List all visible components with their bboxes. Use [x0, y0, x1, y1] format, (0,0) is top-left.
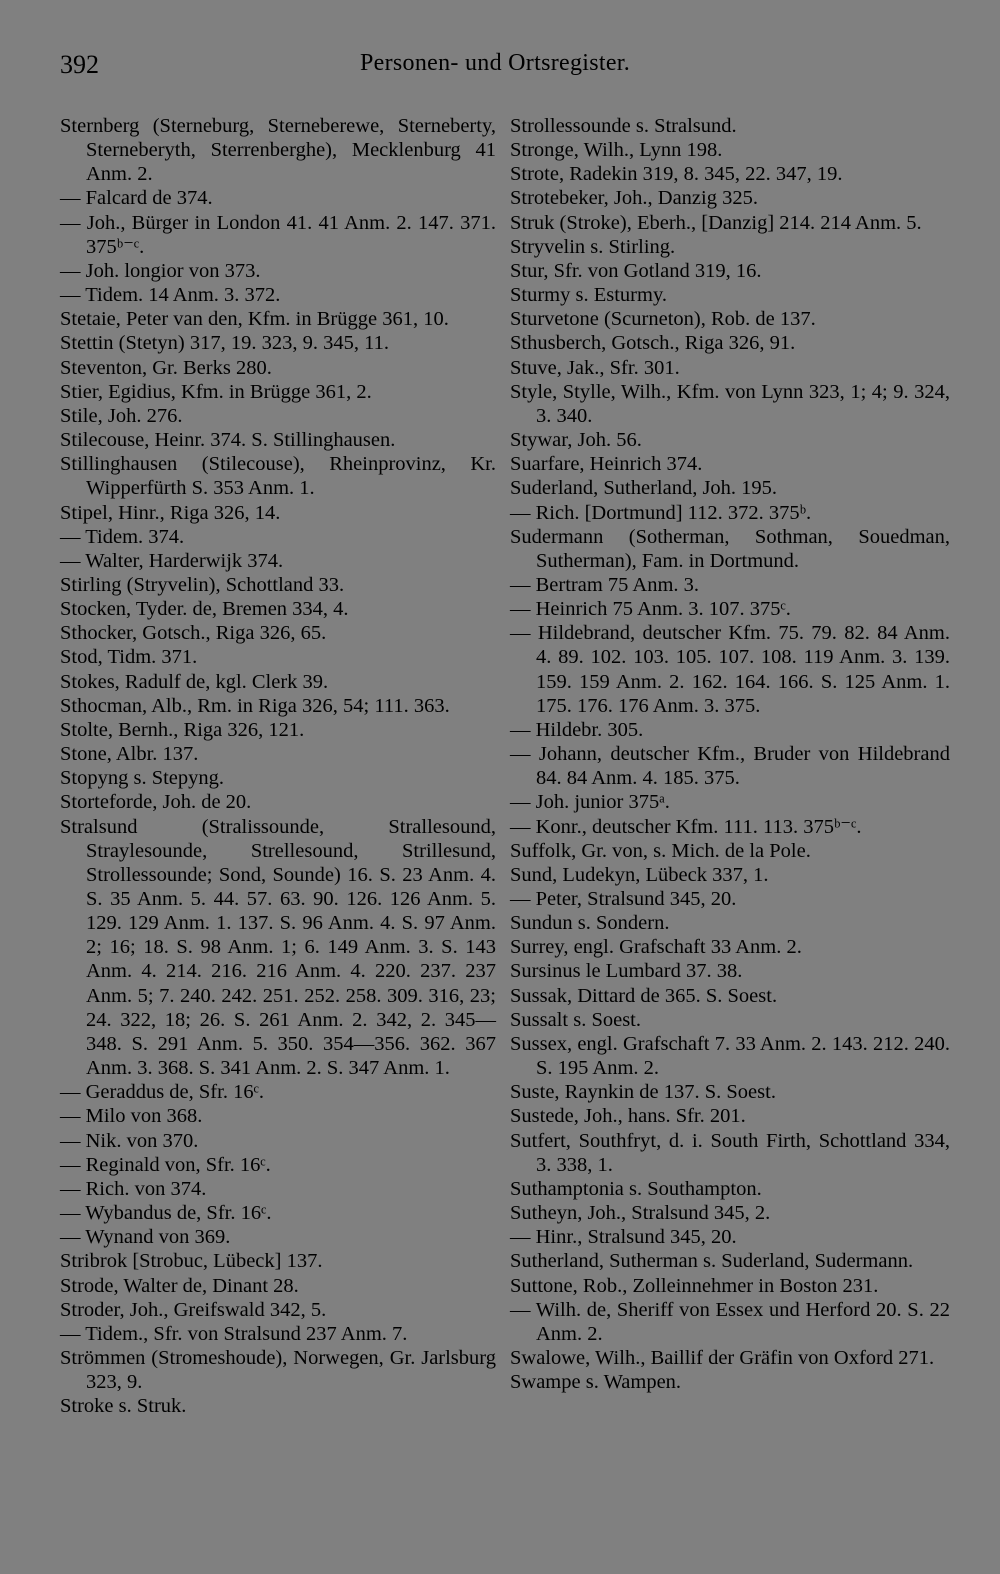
index-entry: Steventon, Gr. Berks 280. [60, 356, 272, 379]
index-entry: — Rich. [Dortmund] 112. 372. 375ᵇ. [510, 501, 812, 524]
index-entry: Sund, Ludekyn, Lübeck 337, 1. [510, 863, 769, 886]
index-column-right [510, 114, 950, 1394]
index-entry: Sutherland, Sutherman s. Suderland, Sudermann. [510, 1250, 914, 1273]
index-entry: Sturmy s. Esturmy. [510, 284, 667, 307]
index-entry: — Tidem. 374. [60, 525, 185, 548]
index-entry: — Johann, deutscher Kfm., Bruder von Hildebrand 84. 84 Anm. 4. 185. 375. [510, 743, 950, 790]
index-entry: — Bertram 75 Anm. 3. [510, 573, 700, 596]
index-entry: Stroke s. Struk. [60, 1395, 187, 1418]
index-entry: — Falcard de 374. [60, 187, 213, 210]
index-entry: Suderland, Sutherland, Joh. 195. [510, 477, 778, 500]
index-entry: Storteforde, Joh. de 20. [60, 791, 252, 814]
index-entry: Strote, Radekin 319, 8. 345, 22. 347, 19. [510, 163, 843, 186]
index-entry: — Geraddus de, Sfr. 16ᶜ. [60, 1081, 264, 1104]
index-entry: Swalowe, Wilh., Baillif der Gräfin von Oxford 271. [510, 1346, 935, 1369]
running-title: Personen- und Ortsregister. [360, 50, 631, 76]
index-entry: — Heinrich 75 Anm. 3. 107. 375ᶜ. [510, 598, 791, 621]
index-entry: — Joh., Bürger in London 41. 41 Anm. 2. 147. 371. 375ᵇ⁻ᶜ. [60, 211, 496, 258]
index-entry: Stillinghausen (Stilecouse), Rheinprovinz, Kr. Wipperfürth S. 353 Anm. 1. [60, 453, 496, 500]
page-number: 392 [60, 50, 99, 79]
index-entry: Suarfare, Heinrich 374. [510, 453, 703, 476]
page-header [60, 50, 938, 90]
index-entry: Stetaie, Peter van den, Kfm. in Brügge 361, 10. [60, 308, 449, 331]
index-entry: — Wynand von 369. [60, 1226, 231, 1249]
index-entry: — Joh. longior von 373. [60, 259, 261, 282]
index-entry: — Walter, Harderwijk 374. [60, 549, 284, 572]
index-entry: Sussak, Dittard de 365. S. Soest. [510, 984, 778, 1007]
index-entry: Struk (Stroke), Eberh., [Danzig] 214. 214 Anm. 5. [510, 211, 922, 234]
index-entry: Sthocman, Alb., Rm. in Riga 326, 54; 111. 363. [60, 694, 450, 717]
index-entry: Sudermann (Sotherman, Sothman, Souedman, Sutherman), Fam. in Dortmund. [510, 525, 950, 572]
index-entry: Suffolk, Gr. von, s. Mich. de la Pole. [510, 839, 811, 862]
index-entry: — Konr., deutscher Kfm. 111. 113. 375ᵇ⁻ᶜ. [510, 815, 862, 838]
index-entry: Stier, Egidius, Kfm. in Brügge 361, 2. [60, 380, 372, 403]
index-entry: Stirling (Stryvelin), Schottland 33. [60, 573, 345, 596]
index-entry: Sternberg (Sterneburg, Sterneberewe, Sterneberty, Sterneberyth, Sterrenberghe), Mecklenburg 41 Anm. 2. [60, 115, 496, 186]
index-entry: — Wybandus de, Sfr. 16ᶜ. [60, 1202, 272, 1225]
index-entry: Stone, Albr. 137. [60, 743, 199, 766]
index-entry: Sthocker, Gotsch., Riga 326, 65. [60, 622, 327, 645]
index-column-left [60, 114, 496, 1418]
index-entry: — Peter, Stralsund 345, 20. [510, 888, 737, 910]
index-entry: — Tidem., Sfr. von Stralsund 237 Anm. 7. [60, 1322, 408, 1345]
index-entry: Style, Stylle, Wilh., Kfm. von Lynn 323, 1; 4; 9. 324, 3. 340. [510, 380, 950, 427]
index-entry: Stile, Joh. 276. [60, 404, 183, 427]
index-entry: Sthusberch, Gotsch., Riga 326, 91. [510, 332, 796, 355]
index-entry: Sustede, Joh., hans. Sfr. 201. [510, 1105, 746, 1128]
index-entry: Sursinus le Lumbard 37. 38. [510, 960, 743, 983]
index-entry: Stipel, Hinr., Riga 326, 14. [60, 501, 281, 524]
index-entry: Stocken, Tyder. de, Bremen 334, 4. [60, 598, 349, 621]
index-entry: Sturvetone (Scurneton), Rob. de 137. [510, 308, 816, 331]
index-entry: Sussex, engl. Grafschaft 7. 33 Anm. 2. 143. 212. 240. S. 195 Anm. 2. [510, 1032, 950, 1080]
index-entry: — Hildebrand, deutscher Kfm. 75. 79. 82. 84 Anm. 4. 89. 102. 103. 105. 107. 108. 119 Anm. 3. 139. 159. 159 Anm. 2. 162. 164. 166. S. 125 Anm. 1. 175. 176. 176 Anm. 3. 375. [510, 622, 950, 717]
index-entry: Stribrok [Strobuc, Lübeck] 137. [60, 1250, 323, 1273]
index-entry: Stettin (Stetyn) 317, 19. 323, 9. 345, 11. [60, 332, 389, 355]
index-entry: Strollessounde s. Stralsund. [510, 115, 737, 137]
index-entry: — Wilh. de, Sheriff von Essex und Herford 20. S. 22 Anm. 2. [510, 1298, 950, 1345]
index-entry: Strömmen (Stromeshoude), Norwegen, Gr. Jarlsburg 323, 9. [60, 1346, 496, 1394]
index-entry: Stur, Sfr. von Gotland 319, 16. [510, 259, 762, 282]
index-entry: Stod, Tidm. 371. [60, 646, 198, 669]
index-entry: Sundun s. Sondern. [510, 912, 670, 935]
index-entry: Surrey, engl. Grafschaft 33 Anm. 2. [510, 936, 802, 959]
index-entry: Stroder, Joh., Greifswald 342, 5. [60, 1298, 327, 1321]
index-entry: — Hildebr. 305. [510, 718, 644, 741]
index-entry: Stilecouse, Heinr. 374. S. Stillinghausen. [60, 429, 396, 452]
index-entry: Strotebeker, Joh., Danzig 325. [510, 187, 758, 210]
index-entry: Stronge, Wilh., Lynn 198. [510, 139, 723, 162]
index-entry: — Hinr., Stralsund 345, 20. [510, 1226, 737, 1249]
index-entry: — Milo von 368. [60, 1105, 203, 1128]
index-entry: — Nik. von 370. [60, 1129, 199, 1152]
index-entry: Suttone, Rob., Zolleinnehmer in Boston 231. [510, 1274, 879, 1297]
index-entry: Stopyng s. Stepyng. [60, 767, 225, 790]
index-entry: — Tidem. 14 Anm. 3. 372. [60, 284, 281, 307]
index-entry: Sutheyn, Joh., Stralsund 345, 2. [510, 1202, 771, 1225]
index-entry: — Joh. junior 375ᵃ. [510, 791, 670, 814]
index-entry: Stryvelin s. Stirling. [510, 235, 676, 258]
index-entry: Sutfert, Southfryt, d. i. South Firth, Schottland 334, 3. 338, 1. [510, 1129, 950, 1176]
index-entry: Stolte, Bernh., Riga 326, 121. [60, 718, 305, 741]
index-entry: Swampe s. Wampen. [510, 1371, 682, 1394]
index-entry: — Reginald von, Sfr. 16ᶜ. [60, 1153, 271, 1176]
index-entry: Stokes, Radulf de, kgl. Clerk 39. [60, 670, 329, 693]
index-entry: Stuve, Jak., Sfr. 301. [510, 356, 680, 379]
index-entry: Strode, Walter de, Dinant 28. [60, 1274, 299, 1297]
index-entry: Stralsund (Stralissounde, Strallesound, Straylesounde, Strellesound, Strillesund, Strollessounde; Sond, Sounde) 16. S. 23 Anm. 4. S. 35 Anm. 5. 44. 57. 63. 90. 126. 126 Anm. 5. 129. 129 Anm. 1. 137. S. 96 Anm. 4. S. 97 Anm. 2; 16; 18. S. 98 Anm. 1; 6. 149 Anm. 3. S. 143 Anm. 4. 214. 216. 216 Anm. 4. 220. 237. 237 Anm. 5; 7. 240. 242. 251. 252. 258. 309. 316, 23; 24. 322, 18; 26. S. 261 Anm. 2. 342, 2. 345—348. S. 291 Anm. 5. 350. 354—356. 362. 367 Anm. 3. 368. S. 341 Anm. 2. S. 347 Anm. 1. [60, 815, 496, 1080]
index-entry: Sussalt s. Soest. [510, 1008, 641, 1031]
index-entry: Stywar, Joh. 56. [510, 429, 642, 452]
index-entry: Suthamptonia s. Southampton. [510, 1177, 762, 1200]
index-entry: — Rich. von 374. [60, 1177, 207, 1200]
index-entry: Suste, Raynkin de 137. S. Soest. [510, 1081, 776, 1104]
